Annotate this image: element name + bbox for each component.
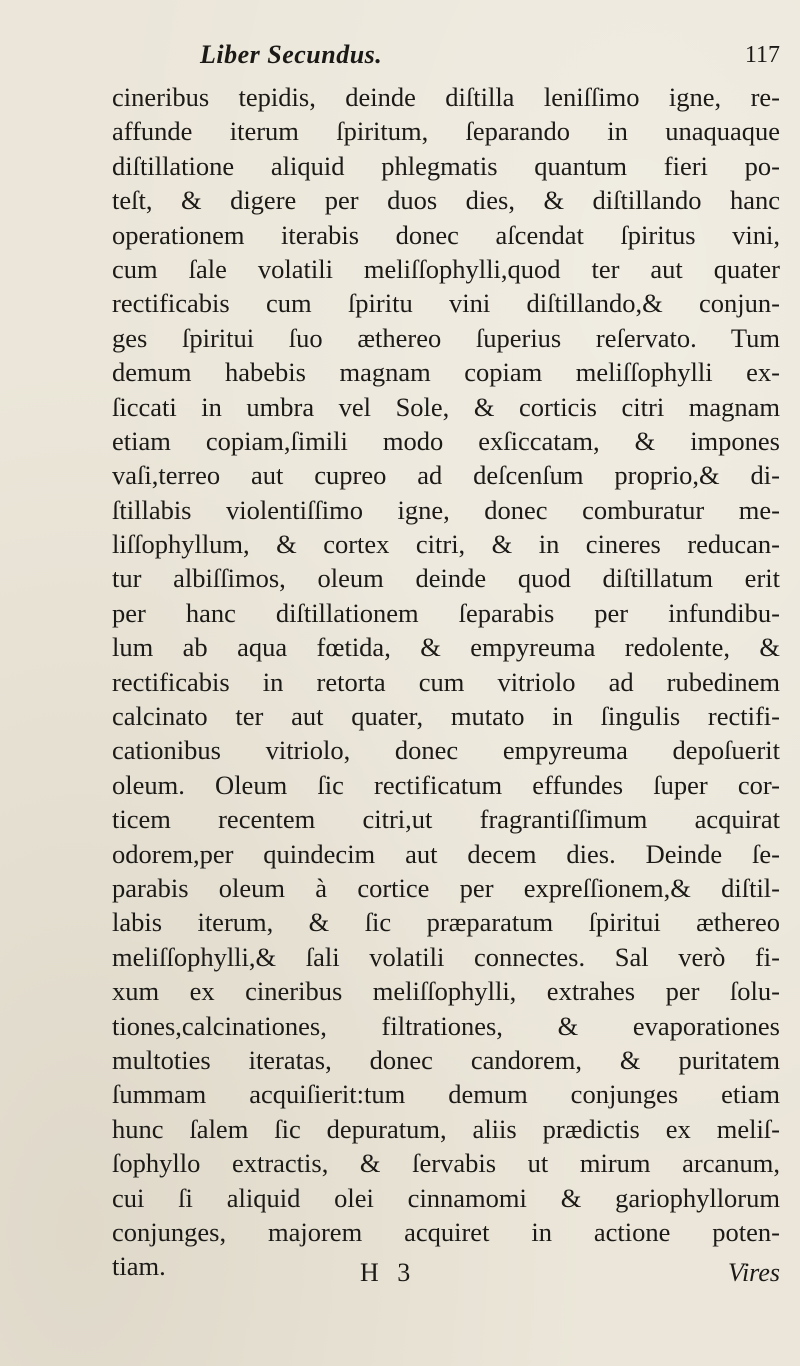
body-text: [112, 80, 780, 1284]
signature-mark: H 3: [360, 1258, 417, 1287]
text-line: xum ex cineribus meliſſophylli, extrahes per ſolu-: [112, 976, 780, 1007]
text-line: ges ſpiritui ſuo æthereo ſuperius reſervato. Tum: [112, 322, 780, 353]
text-line: meliſſophylli,& ſali volatili connectes. Sal verò fi-: [112, 941, 780, 972]
text-line: liſſophyllum, & cortex citri, & in cineres reducan-: [112, 529, 780, 560]
text-line: lum ab aqua fœtida, & empyreuma redolente, &: [112, 632, 780, 663]
catchword: Vires: [728, 1258, 780, 1287]
text-line: rectificabis cum ſpiritu vini diſtillando,& conjun-: [112, 288, 780, 319]
text-line: ſummam acquiſierit:tum demum conjunges etiam: [112, 1079, 780, 1110]
text-line: conjunges, majorem acquiret in actione poten-: [112, 1216, 780, 1247]
text-line: tiones,calcinationes, filtrationes, & evaporationes: [112, 1010, 780, 1041]
running-head-title: Liber Secundus.: [200, 40, 383, 69]
text-line: cum ſale volatili meliſſophylli,quod ter aut quater: [112, 253, 780, 284]
text-line: affunde iterum ſpiritum, ſeparando in unaquaque: [112, 116, 780, 147]
text-line: diſtillatione aliquid phlegmatis quantum fieri po-: [112, 150, 780, 181]
text-line: demum habebis magnam copiam meliſſophylli ex-: [112, 357, 780, 388]
running-head: [200, 40, 780, 74]
text-line: ſophyllo extractis, & ſervabis ut mirum arcanum,: [112, 1148, 780, 1179]
text-line: parabis oleum à cortice per expreſſionem,& diſtil-: [112, 872, 780, 903]
page-footer: [112, 1258, 780, 1292]
text-line: ticem recentem citri,ut fragrantiſſimum acquirat: [112, 804, 780, 835]
text-line: multoties iteratas, donec candorem, & puritatem: [112, 1044, 780, 1075]
text-line: labis iterum, & ſic præparatum ſpiritui æthereo: [112, 907, 780, 938]
text-line: cineribus tepidis, deinde diſtilla leniſſimo igne, re-: [112, 82, 780, 112]
text-line: odorem,per quindecim aut decem dies. Deinde ſe-: [112, 838, 780, 869]
text-line: rectificabis in retorta cum vitriolo ad rubedinem: [112, 666, 780, 697]
text-line: calcinato ter aut quater, mutato in ſingulis rectifi-: [112, 701, 780, 732]
text-line: ſiccati in umbra vel Sole, & corticis citri magnam: [112, 391, 780, 422]
text-line: oleum. Oleum ſic rectificatum effundes ſuper cor-: [112, 769, 780, 800]
text-line: vaſi,terreo aut cupreo ad deſcenſum proprio,& di-: [112, 460, 780, 491]
text-line: cui ſi aliquid olei cinnamomi & gariophyllorum: [112, 1182, 780, 1213]
text-line: tiam.: [112, 1251, 166, 1282]
text-line: ſtillabis violentiſſimo igne, donec comburatur me-: [112, 494, 780, 525]
text-line: hunc ſalem ſic depuratum, aliis prædictis ex meliſ-: [112, 1113, 780, 1144]
text-line: per hanc diſtillationem ſeparabis per infundibu-: [112, 597, 780, 628]
text-line: teſt, & digere per duos dies, & diſtillando hanc: [112, 185, 780, 216]
page-number: 117: [744, 42, 780, 68]
text-line: etiam copiam,ſimili modo exſiccatam, & impones: [112, 425, 780, 456]
text-line: operationem iterabis donec aſcendat ſpiritus vini,: [112, 219, 780, 250]
text-line: tur albiſſimos, oleum deinde quod diſtillatum erit: [112, 563, 780, 594]
text-line: cationibus vitriolo, donec empyreuma depoſuerit: [112, 735, 780, 766]
